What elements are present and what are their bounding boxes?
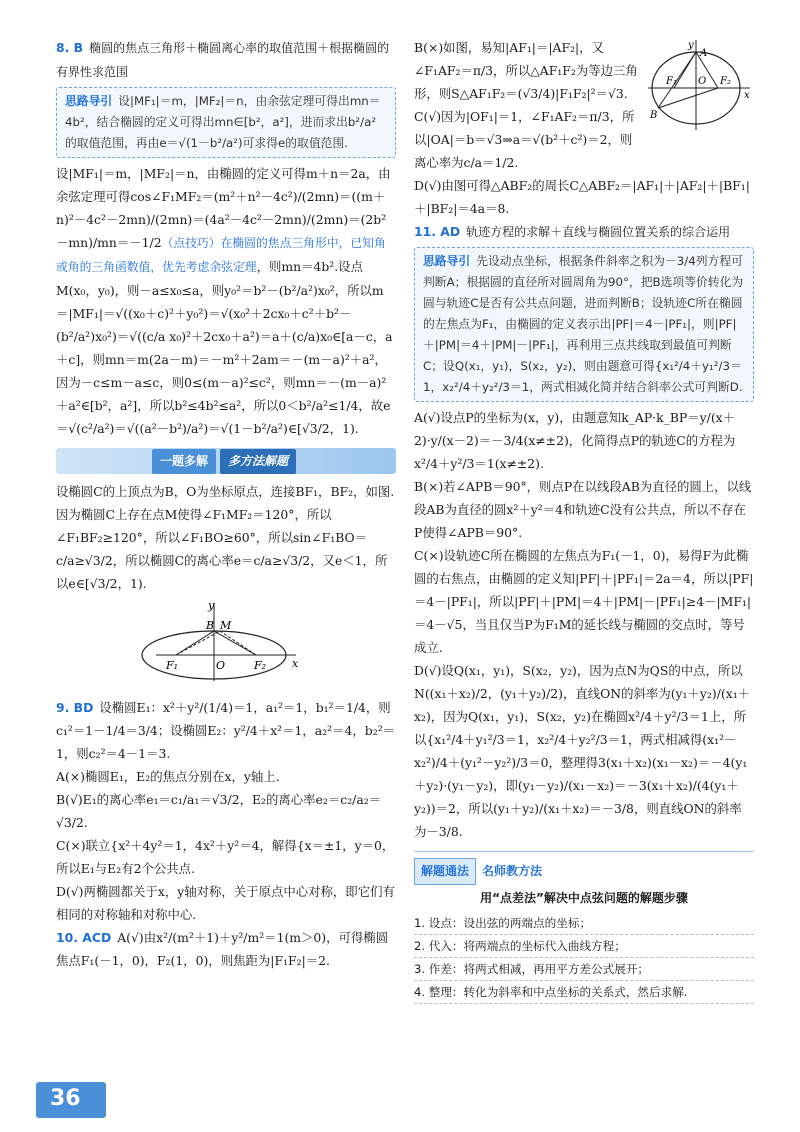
q11-header <box>414 220 754 244</box>
triangle-b <box>176 631 256 655</box>
tip-step-4: 4. 整理：转化为斜率和中点坐标的关系式，然后求解. <box>414 981 754 1004</box>
q8-p1: 设|MF₁|＝m，|MF₂|＝n，由椭圆的定义可得m＋n＝2a，由余弦定理可得cos∠F₁MF₂＝(m²＋n²－4c²)/(2mn)＝((m＋n)²－4c²－2mn)/(2mn)＝(4a²－4c²－2mn)/(2mn)＝(2b²－mn)/mn＝－1/2 <box>56 166 391 250</box>
q10-option-b: B(×)如图，易知|AF₁|＝|AF₂|，又∠F₁AF₂＝π/3，所以△AF₁F₂为等边三角形，则S△AF₁F₂＝(√3/4)|F₁F₂|²＝√3. <box>414 40 638 101</box>
q11-option-a: A(√)设点P的坐标为(x，y)，由题意知k_AP·k_BP＝y/(x＋2)·y/(x－2)＝－3/4(x≠±2)，化简得点P的轨迹C的方程为x²/4＋y²/3＝1(x≠±2). <box>414 410 736 471</box>
banner-title: 一题多解 <box>152 449 216 474</box>
banner-subtitle: 多方法解题 <box>220 449 296 474</box>
ellipse-figure-2 <box>644 36 754 139</box>
fig2-label-f2: F₂ <box>720 76 731 87</box>
fig2-label-o: O <box>698 76 707 87</box>
line-bf2 <box>658 88 718 108</box>
ellipse-diagram-1 <box>56 599 396 683</box>
q11-number: 11. AD <box>414 224 461 239</box>
fig1-label-x: x <box>292 657 299 670</box>
q11-option-c: C(×)设轨迹C所在椭圆的左焦点为F₁(－1，0)，易得F为此椭圆的右焦点，由椭圆的定义知|PF|＋|PF₁|＝2a＝4，所以|PF|＝4－|PF₁|，所以|PF|＋|PM|＝4＋|PM|－|PF₁|≥4－|MF₁|＝4－√5，当且仅当P为F₁M的延长线与椭圆的交点时，等号成立. <box>414 548 754 655</box>
q11-guide-box <box>414 247 754 402</box>
q9-option-a: A(×)椭圆E₁，E₂的焦点分别在x，y轴上. <box>56 769 280 784</box>
triangle-m <box>176 631 256 655</box>
q8-trick-note: （点技巧）在椭圆的焦点三角形中，已知角或角的三角函数值，优先考虑余弦定理 <box>56 236 386 274</box>
q8-p2: ，则mn＝4b².设点M(x₀，y₀)，则－a≤x₀≤a，则y₀²＝b²－(b²/a²)x₀²，所以m＝|MF₁|＝√((x₀＋c)²＋y₀²)＝√(x₀²＋2cx₀＋c²＋b²－(b²/a²)x₀²)＝√((c/a x₀)²＋2cx₀＋a²)＝a＋(c/a)x₀∈[a－c，a＋c]，则mn＝m(2a－m)＝－m²＋2am＝－(m－a)²＋a²，因为－c≤m－a≤c，则0≤(m－a)²≤c²，则mn＝－(m－a)²＋a²∈[b²，a²]，所以b²≤4b²≤a²，所以0＜b²/a²≤1/4，故e＝√(c²/a²)＝√((a²－b²)/a²)＝√(1－b²/a²)∈[√3/2，1). <box>56 259 393 436</box>
tip-step-2: 2. 代入：将两端点的坐标代入曲线方程； <box>414 935 754 958</box>
tip-subtitle: 名师教方法 <box>482 864 543 878</box>
page-number: 36 <box>50 1086 81 1111</box>
tip-step-3: 3. 作差：将两式相减，再用平方差公式展开； <box>414 958 754 981</box>
left-column <box>56 36 396 972</box>
tip-step-1: 1. 设点：设出弦的两端点的坐标； <box>414 912 754 935</box>
fig2-label-y: y <box>688 40 694 51</box>
multi-method-banner <box>56 448 396 474</box>
q8-number: 8. B <box>56 40 84 55</box>
ellipse-figure-1 <box>56 599 396 690</box>
q8-alt-solution: 设椭圆C的上顶点为B，O为坐标原点，连接BF₁，BF₂，如图.因为椭圆C上存在点M使得∠F₁MF₂＝120°，所以∠F₁BF₂≥120°，所以∠F₁BO≥60°，所以sin∠F₁BO＝c/a≥√3/2，所以椭圆C的离心率e＝c/a≥√3/2，又e＜1，所以e∈[√3/2，1). <box>56 484 395 591</box>
q9-option-c: C(×)联立{x²＋4y²＝1，4x²＋y²＝4，解得{x＝±1，y＝0，所以E₁与E₂有2个公共点. <box>56 838 395 876</box>
q10-number: 10. ACD <box>56 930 112 945</box>
q11-option-d: D(√)设Q(x₁，y₁)，S(x₂，y₂)，因为点N为QS的中点，所以N((x₁＋x₂)/2，(y₁＋y₂)/2)，直线ON的斜率为(y₁＋y₂)/(x₁＋x₂)，因为Q(x₁，y₁)，S(x₂，y₂)在椭圆x²/4＋y²/3＝1上，所以{x₁²/4＋y₁²/3＝1，x₂²/4＋y₂²/3＝1，两式相减得(x₁²－x₂²)/4＋(y₁²－y₂²)/3＝0，整理得3(x₁＋x₂)(x₁－x₂)＝－4(y₁＋y₂)·(y₁－y₂)，即(y₁－y₂)/(x₁－x₂)＝－3(x₁＋x₂)/(4(y₁＋y₂))＝2，所以(y₁＋y₂)/(x₁＋x₂)＝－3/8，则直线ON的斜率为－3/8. <box>414 663 751 839</box>
q11-guide-title: 思路导引 <box>423 254 471 268</box>
fig1-label-y: y <box>208 599 215 612</box>
q8-guide-text: 设|MF₁|＝m，|MF₂|＝n，由余弦定理可得出mn＝4b²，结合椭圆的定义可得出mn∈[b²，a²]，进而求出b²/a²的取值范围，再由e＝√(1－b²/a²)可求得e的取值范围. <box>65 94 381 150</box>
ellipse-diagram-2 <box>644 36 754 132</box>
fig1-label-b: B <box>206 619 215 632</box>
fig2-label-x: x <box>744 90 750 101</box>
fig2-label-a: A <box>700 48 708 59</box>
q9-number: 9. BD <box>56 700 94 715</box>
q8-solution <box>56 162 396 440</box>
q10-a-text: A(√)由x²/(m²＋1)＋y²/m²＝1(m＞0)，可得椭圆焦点F₁(－1，0)，F₂(1，0)，则焦距为|F₁F₂|＝2. <box>56 930 389 968</box>
q8-header <box>56 36 396 84</box>
fig2-label-b: B <box>650 110 658 121</box>
q9-solution <box>56 696 396 765</box>
q9-option-b: B(√)E₁的离心率e₁＝c₁/a₁＝√3/2，E₂的离心率e₂＝c₂/a₂＝√3/2. <box>56 792 382 830</box>
tip-title: 用“点差法”解决中点弦问题的解题步骤 <box>480 891 688 905</box>
q10-option-d: D(√)由图可得△ABF₂的周长C△ABF₂＝|AF₁|＋|AF₂|＋|BF₁|＋|BF₂|＝4a＝8. <box>414 178 750 216</box>
line-ab <box>658 52 696 108</box>
fig1-label-f2: F₂ <box>254 659 267 672</box>
q11-guide-text: 先设动点坐标，根据条件斜率之积为－3/4列方程可判断A；根据圆的直径所对圆周角为90°，把B选项等价转化为圆与轨迹C是否有公共点问题，进而判断B；设轨迹C所在椭圆的左焦点为F₁，由椭圆的定义表示出|PF|＝4－|PF₁|，则|PF|＋|PM|＝4＋|PM|－|PF₁|，再利用三点共线取到最值可判断C；设Q(x₁，y₁)，S(x₂，y₂)，则由题意可得{x₁²/4＋y₁²/3＝1，x₂²/4＋y₂²/3＝1，两式相减化简并结合斜率公式可判断D. <box>423 254 744 394</box>
q8-topic: 椭圆的焦点三角形＋椭圆离心率的取值范围＋根据椭圆的有界性求范围 <box>56 41 390 79</box>
q8-guide-box <box>56 87 396 158</box>
q11-topic: 轨迹方程的求解＋直线与椭圆位置关系的综合运用 <box>466 225 731 239</box>
tip-header <box>414 858 754 885</box>
fig1-label-f1: F₁ <box>166 659 179 672</box>
fig1-label-o: O <box>216 659 226 672</box>
method-tip-box <box>414 851 754 1004</box>
q10-option-c: C(√)因为|OF₁|＝1，∠F₁AF₂＝π/3，所以|OA|＝b＝√3⇒a＝√(b²＋c²)＝2，则离心率为c/a＝1/2. <box>414 109 635 170</box>
q8-guide-title: 思路导引 <box>65 94 113 108</box>
tip-tag: 解题通法 <box>414 858 476 885</box>
q9-p1: 设椭圆E₁：x²＋y²/(1/4)＝1，a₁²＝1，b₁²＝1/4，则c₁²＝1－1/4＝3/4；设椭圆E₂：y²/4＋x²＝1，a₂²＝4，b₂²＝1，则c₂²＝4－1＝3. <box>56 700 396 761</box>
right-column <box>414 36 754 1004</box>
q10-option-a <box>56 926 396 972</box>
q9-option-d: D(√)两椭圆都关于x，y轴对称，关于原点中心对称，即它们有相同的对称轴和对称中心. <box>56 884 395 922</box>
fig1-label-m: M <box>220 619 232 632</box>
fig2-label-f1: F₁ <box>666 76 677 87</box>
q11-option-b: B(×)若∠APB＝90°，则点P在以线段AB为直径的圆上，以线段AB为直径的圆x²＋y²＝4和轨迹C没有公共点，所以不存在P使得∠APB＝90°. <box>414 479 752 540</box>
page-number-badge <box>36 1082 106 1118</box>
